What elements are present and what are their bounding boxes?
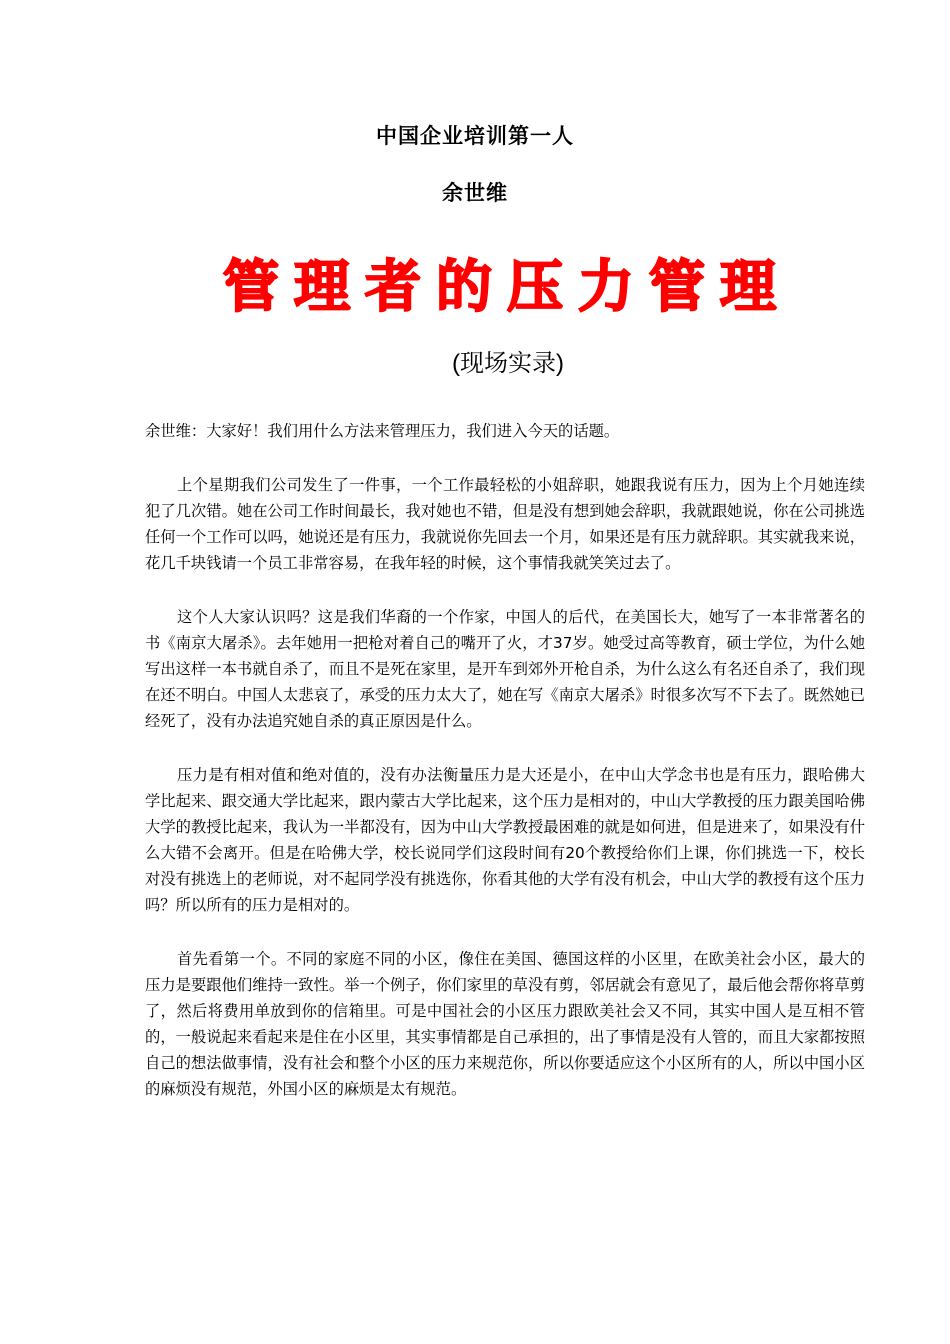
main-title: 管理者的压力管理 [223, 255, 791, 320]
subtitle: (现场实录) [452, 350, 564, 377]
author-name: 余世维 [442, 181, 508, 205]
paragraph: 这个人大家认识吗？这是我们华裔的一个作家，中国人的后代，在美国长大，她写了一本非常著名的书《南京大屠杀》。去年她用一把枪对着自己的嘴开了火，才37岁。她受过高等教育，硕士学位，为什么她写出这样一本书就自杀了，而且不是死在家里，是开车到郊外开枪自杀，为什么这么有名还自杀了，我们现在还不明白。中国人太悲哀了，承受的压力太大了，她在写《南京大屠杀》时很多次写不下去了。既然她已经死了，没有办法追究她自杀的真正原因是什么。 [145, 608, 865, 730]
paragraph-intro: 余世维：大家好！我们用什么方法来管理压力，我们进入今天的话题。 [145, 422, 620, 440]
paragraph: 压力是有相对值和绝对值的，没有办法衡量压力是大还是小，在中山大学念书也是有压力，跟哈佛大学比起来、跟交通大学比起来，跟内蒙古大学比起来，这个压力是相对的，中山大学教授的压力跟美国哈佛大学的教授比起来，我认为一半都没有，因为中山大学教授最困难的就是如何进，但是进来了，如果没有什么大错不会离开。但是在哈佛大学，校长说同学们这段时间有20个教授给你们上课，你们挑选一下，校长对没有挑选上的老师说，对不起同学没有挑选你，你看其他的大学有没有机会，中山大学的教授有这个压力吗？所以所有的压力是相对的。 [145, 766, 865, 914]
paragraph: 首先看第一个。不同的家庭不同的小区，像住在美国、德国这样的小区里，在欧美社会小区，最大的压力是要跟他们维持一致性。举一个例子，你们家里的草没有剪，邻居就会有意见了，最后他会帮你将草剪了，然后将费用单放到你的信箱里。可是中国社会的小区压力跟欧美社会又不同，其实中国人是互相不管的，一般说起来看起来是住在小区里，其实事情都是自己承担的，出了事情是没有人管的，而且大家都按照自己的想法做事情，没有社会和整个小区的压力来规范你，所以你要适应这个小区所有的人，所以中国小区的麻烦没有规范，外国小区的麻烦是太有规范。 [145, 950, 865, 1098]
paragraph: 上个星期我们公司发生了一件事，一个工作最轻松的小姐辞职，她跟我说有压力，因为上个月她连续犯了几次错。她在公司工作时间最长，我对她也不错，但是没有想到她会辞职，我就跟她说，你在公司挑选任何一个工作可以吗，她说还是有压力，我就说你先回去一个月，如果还是有压力就辞职。其实就我来说，花几千块钱请一个员工非常容易，在我年轻的时候，这个事情我就笑笑过去了。 [145, 476, 865, 572]
supertitle: 中国企业培训第一人 [376, 124, 574, 148]
body-text [145, 418, 865, 1130]
